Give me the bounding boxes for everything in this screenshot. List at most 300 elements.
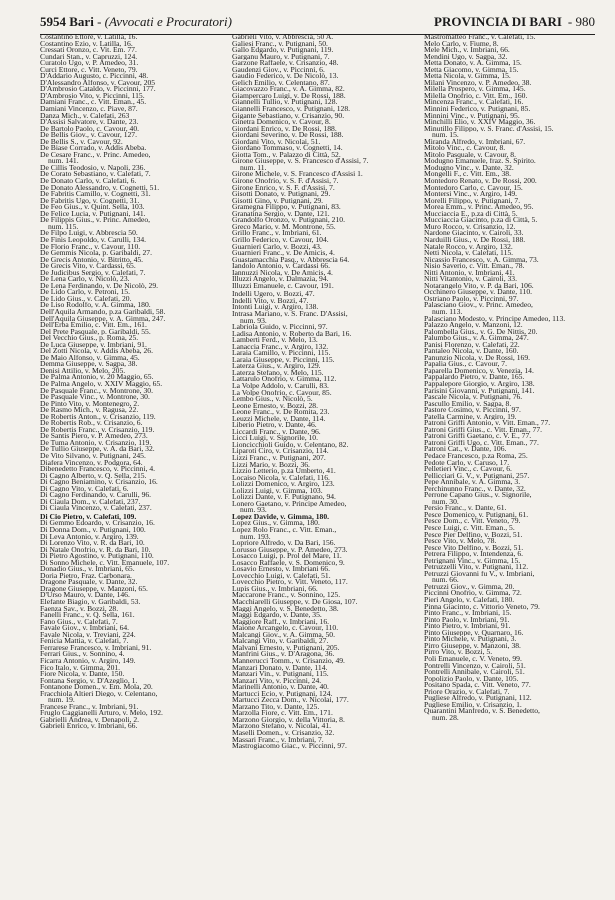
- directory-entry: Pesce Dom., c. Vitt. Veneto, 79.: [424, 518, 521, 526]
- directory-entry: De Bartolo Paolo, c. Cavour, 40.: [40, 125, 140, 133]
- directory-entry: Curci Ettore, c. Vitt. Veneto, 79.: [40, 66, 138, 74]
- directory-entry: Mendini Ugo, v. Sagpa, 32.: [424, 53, 508, 61]
- directory-entry: Lonero Gaetano, v. Principe Amedeo,: [232, 500, 347, 508]
- directory-entry: Pelletieri Vinc., c. Cavour, 6.: [424, 466, 512, 473]
- directory-entry: Illuzzi Emanuele, c. Cavour, 191.: [232, 282, 334, 290]
- directory-entry: Gallo Edgardo, v. Putignani, 119.: [232, 47, 334, 54]
- directory-entry: Metta Giacomo, v. Gimma, 15.: [424, 66, 519, 74]
- directory-entry: Damiani Franc., c. Vitt. Eman., 45.: [40, 99, 147, 107]
- directory-entry: Fanelli Franc., v. Q. Sella, 161.: [40, 612, 135, 619]
- directory-entry: Di Sonno Michele, c. Vitt. Emanuele, 107.: [40, 559, 170, 567]
- directory-entry: Occhinero Giuseppe, v. Dante, 110.: [424, 289, 533, 296]
- directory-entry: D'Addario Augusto, c. Piccinni, 48.: [40, 73, 149, 80]
- directory-entry: Losacco Raffaele, v. S. Domenico, 9.: [232, 559, 345, 567]
- directory-entry: Pinto Paolo, v. Imbriani, 91.: [424, 616, 510, 624]
- directory-entry: Poli Emanuele, c. V. Veneto, 99.: [424, 655, 522, 663]
- directory-entry: Greco Mario, v. M. Montrone, 55.: [232, 223, 336, 231]
- directory-entry: Di Lorenzo Vito, v. R. da Bari, 10.: [40, 540, 145, 547]
- directory-entry: Laterza Gius., v. Argiro, 129.: [232, 363, 321, 370]
- directory-entry: Maggiore Raff., v. Imbriani, 16.: [232, 618, 330, 626]
- directory-entry: De Luca Giuseppe, v. Imbriani, 91.: [40, 341, 147, 349]
- directory-entry: Pugliese Emilio, v. Crisanzio, 1.: [424, 701, 522, 709]
- directory-entry: Petrignani Vinc., v. Gimma, 15.: [424, 557, 521, 565]
- directory-entry: Gabrielli Andrea, v. Denapoli, 2.: [40, 716, 140, 724]
- directory-entry: De Bellis Giov., v. Cavour, 127.: [40, 132, 137, 139]
- directory-entry: Positano Spada, c. Vitt. Veneto, 77.: [424, 682, 531, 689]
- directory-entry: Illuzzi Angelo, v. Dalmazia, 94.: [232, 276, 329, 283]
- directory-entry: La Volpe Addolo, v. Carulli, 83.: [232, 382, 329, 390]
- directory-entry: Minnini Federico, v. Putignani, 85.: [424, 106, 531, 113]
- directory-entry: Costantino Ettore, v. Latilla, 16.: [40, 34, 138, 41]
- directory-entry: Faenza Sav., v. Bozzi, 28.: [40, 605, 119, 613]
- directory-entry: Martucci Ecio, v. Putignani, 124.: [232, 690, 333, 698]
- directory-entry: De Pinto Vito, v. Montenegro, 2.: [40, 400, 140, 408]
- directory-entry: Ferrari Gius., v. Sonnino, 4.: [40, 651, 125, 658]
- directory-entry: D'Ambrosio Vito, v. Piccinni, 115.: [40, 92, 145, 100]
- directory-entry: De Biase Corrado, v. Addis Abeba.: [40, 145, 147, 152]
- directory-entry: De Palma Antonio, v. 20 Maggio, 65.: [40, 374, 154, 381]
- directory-entry: Girone Onofrio, v. S. F. d'Assisi, 7.: [232, 178, 339, 185]
- directory-entry: De Feo Gius., v. Quint. Sella, 103.: [40, 204, 145, 211]
- directory-entry: Pappalardo Pietro, v. Dante, 165.: [424, 374, 525, 381]
- directory-entry: De Finis Leopoldo, v. Carulli, 134.: [40, 236, 147, 244]
- directory-entry: Fontanone Domen., v. Em. Mola, 20.: [40, 684, 153, 691]
- directory-entry: Liparoti Ciro, v. Crisanzio, 114.: [232, 448, 329, 455]
- directory-entry: Patroni Griffi Gaetano, c. V. E., 77.: [424, 433, 532, 440]
- directory-entry: Quarantini Manfredo, v. S. Benedetto,: [424, 708, 540, 715]
- directory-entry: Dibenedetto Francesco, v. Piccinni, 4.: [40, 466, 156, 473]
- directory-entry: La Volpe Onofrio, c. Cavour, 85.: [232, 389, 332, 397]
- header-province: PROVINCIA DI BARI: [434, 14, 562, 29]
- directory-entry: Lopriore Alfredo, v. Da Bari, 156.: [232, 540, 336, 547]
- directory-entry: Montersi Vinc., v. Argiro, 149.: [424, 191, 518, 198]
- directory-entry: De Lido Carlo, v. Petroni, 15.: [40, 289, 130, 296]
- directory-entry: Piccinni Onofrio, v. Gimma, 72.: [424, 590, 522, 598]
- directory-entry: Mele Mich., v. Imbriani, 66.: [424, 47, 510, 54]
- directory-entry: Intrasa Mariano, v. S. Franc. D'Assisi,: [232, 310, 348, 318]
- directory-entry: Netti Nicola, v. Calefati, 115.: [424, 250, 514, 257]
- directory-entry: Patella Carmine, v. Argiro, 19.: [424, 413, 517, 421]
- directory-entry: Manfrini Gius., v. D'Aragona, 36.: [232, 651, 335, 658]
- directory-entry: Minnini Vinc., v. Putignani, 95.: [424, 112, 520, 120]
- directory-entry: Morea Emm., v. Princ. Amedeo, 95.: [424, 204, 534, 211]
- directory-entry: Perrone Capano Gius., v. Signorile,: [424, 492, 532, 499]
- directory-entry: Leone Franc., v. De Romita, 23.: [232, 409, 330, 416]
- directory-entry: Macchiarelli Giuseppe, v. De Giosa, 107.: [232, 599, 358, 606]
- directory-entry: Di Natale Onofrio, v. R. da Bari, 10.: [40, 546, 151, 554]
- directory-entry: Gisotti Donato, v. Putignani, 29.: [232, 191, 331, 198]
- directory-entry: Ginetra Domenico, v. Cavour, 8.: [232, 119, 331, 126]
- directory-entry: num. 28.: [432, 714, 459, 722]
- directory-entry: Mastrogiacomo Giac., v. Piccinni, 97.: [232, 743, 347, 750]
- directory-entry: Ladisa Antonio, v. Roberto da Bari, 16.: [232, 330, 352, 338]
- directory-entry: Iannuzzi Nicola, v. De Amicis, 4.: [232, 269, 333, 277]
- directory-entry: Lizzi Mario, v. Bozzi, 36.: [232, 461, 310, 469]
- directory-entry: De Filippis Gius., v. Princ. Amedeo,: [40, 217, 151, 224]
- directory-entry: Liberio Pietro, v. Dante, 46.: [232, 422, 317, 429]
- directory-entry: Gelich Emilio, v. Celentano, 87.: [232, 79, 330, 87]
- directory-entry: De Robertis Rob., v. Crisanzio, 6.: [40, 420, 143, 427]
- directory-entry: Manzari Donato, v. Dante, 114.: [232, 664, 328, 672]
- directory-entry: Palumbo Gius., v. A. Gimma, 247.: [424, 335, 529, 342]
- directory-entry: De Bellis S., v. Cavour, 92.: [40, 138, 123, 146]
- directory-entry: Di Cagno Ferdinando, v. Carulli, 96.: [40, 492, 152, 499]
- directory-entry: De Cesare Franc., v. Princ. Amedeo,: [40, 151, 151, 159]
- directory-entry: Leuzzi Michele, v. Dante, 114.: [232, 415, 326, 423]
- directory-entry: Pastore Cosimo, v. Piccinni, 97.: [424, 407, 521, 414]
- directory-entry: Malcangi Vito, v. Garibaldi, 27.: [232, 638, 329, 645]
- directory-entry: Laraia Giuseppe, v. Piccinni, 115.: [232, 356, 335, 364]
- directory-entry: num. 93.: [240, 317, 267, 325]
- directory-entry: Notarangelo Vito, v. P. da Bari, 106.: [424, 282, 534, 290]
- directory-entry: Dell'Aquila Giuseppe, v. A. Gimma, 247.: [40, 315, 166, 323]
- directory-entry: D'Alessandro Alfonso, v. Cavour, 205: [40, 79, 156, 87]
- directory-entry: Lolizzi Domenico, v. Argiro, 123.: [232, 481, 335, 488]
- directory-entry: Mincenza Franc., v. Calefati, 16.: [424, 99, 524, 107]
- directory-entry: Ferrarese Francesco, v. Imbriani, 91.: [40, 644, 152, 652]
- directory-entry: Giannelli Francesco, v. Putignani, 128.: [232, 106, 351, 113]
- directory-entry: Milani Vincenzo, v. P. Amedeo, 38.: [424, 79, 532, 87]
- directory-entry: Perchinunno Franc., v. Dante, 32.: [424, 485, 526, 493]
- directory-entry: Mucciaccia E., p.za di Città, 5.: [424, 210, 518, 218]
- directory-entry: Garzone Raffaele, v. Crisanzio, 48.: [232, 60, 339, 67]
- header-city: 5954 Bari: [40, 14, 94, 29]
- directory-entry: Fruglo Caggianelli Arturo, v. Melo, 192.: [40, 710, 163, 717]
- directory-entry: Pedace Francesco, p.za Roma, 25.: [424, 453, 528, 460]
- directory-entry: Mongelli F., c. Vitt. Em., 38.: [424, 171, 511, 179]
- directory-entry: Intonti Luigi, v. Argiro, 138.: [232, 304, 319, 311]
- directory-entry: De Robertis Anton., v. Crisanzio, 119.: [40, 413, 156, 421]
- directory-entry: Leone Ernesto, v. Bozzi, 28.: [232, 402, 318, 410]
- directory-entry: Lioncicchioli Guido, v. Celentano, 82.: [232, 441, 349, 449]
- directory-entry: Favale Giov., v. Imbriani, 64.: [40, 625, 130, 632]
- page-header: [40, 8, 595, 35]
- directory-entry: Giotta Tom., v. Palazzo di Città, 52.: [232, 151, 341, 159]
- directory-entry: Dragone Pasquale, v. Dante, 32.: [40, 579, 138, 586]
- directory-entry: Lizzio Letterio, p.za Umberto, 41.: [232, 468, 336, 475]
- directory-entry: Pontrelli Vincenzo, v. Cairoli, 51.: [424, 662, 526, 670]
- directory-entry: Francese Franc., v. Imbriani, 91.: [40, 703, 139, 711]
- directory-entry: Pesce Vito Delfino, v. Bozzi, 51.: [424, 544, 524, 552]
- directory-entry: Laterza Stefano, v. Melo, 115.: [232, 369, 324, 377]
- directory-entry: Petruzzelli Vito, v. Putignani, 112.: [424, 564, 529, 571]
- directory-entry: Di Pietro Agostino, v. Putignani, 110.: [40, 553, 154, 560]
- directory-entry: Melo Carlo, v. Fiume, 8.: [424, 40, 499, 48]
- directory-entry: Favale Nicola, v. Treviani, 224.: [40, 631, 136, 639]
- directory-entry: De Fabritis Ugo, v. Cognetti, 31.: [40, 197, 140, 205]
- directory-entry: Pugliese Alfredo, v. Putignani, 112.: [424, 695, 532, 702]
- directory-entry: Pellicciari G. V., v. Putignani, 257.: [424, 472, 530, 480]
- directory-entry: Martucci Zecca Dom., v. Nicolai, 177.: [232, 697, 349, 704]
- directory-entry: De Judicibus Sergio, v. Calefati, 7.: [40, 269, 146, 277]
- directory-entry: Doria Pietro, Fraz. Carbonara.: [40, 572, 132, 580]
- directory-entry: Panunzio Nicola, v. De Rossi, 169.: [424, 354, 531, 362]
- directory-entry: Maione Arcangelo, c. Cavour, 110.: [232, 625, 339, 632]
- directory-entry: Palazzo Angelo, v. Manzoni, 12.: [424, 322, 523, 329]
- directory-entry: Fracchiola Altieri Diego, v. Celentano,: [40, 690, 158, 698]
- directory-entry: Pinto Giuseppe, v. Quarnaro, 16.: [424, 629, 524, 637]
- directory-entry: Marzono Giorgio, v. della Vittoria, 8.: [232, 716, 345, 724]
- directory-entry: Demma Giuseppe, v. Sagpa, 38.: [40, 361, 138, 368]
- directory-entry: Pesce Domenico, v. Putignani, 61.: [424, 511, 529, 519]
- directory-entry: num. 11.: [240, 164, 267, 172]
- directory-entry: Lopez Rolo Franc., c. Vitt. Eman.,: [232, 527, 337, 534]
- directory-entry: Iandolo Antonio, v. Cardassi 66.: [232, 263, 331, 270]
- directory-entry: Di Ciaula Vincenzo, v. Calefati, 237.: [40, 505, 152, 512]
- directory-entry: De Lena Carlo, v. Nicolò, 23.: [40, 276, 130, 283]
- directory-entry: Grandolfo Oronzo, v. Putignani, 210.: [232, 217, 345, 224]
- directory-entry: Lolizzi Luigi, v. Gimma, 103.: [232, 487, 323, 495]
- directory-entry: De Rasmo Mich., v. Ragusa, 22.: [40, 407, 139, 414]
- directory-entry: Locaiso Nicola, v. Calefati, 116.: [232, 474, 330, 482]
- directory-entry: Palombella Gius., v. G. De Nittis, 20.: [424, 328, 538, 336]
- directory-entry: Patroni Griffi Gius., c. Vitt. Eman., 77.: [424, 426, 543, 434]
- directory-entry: Giordani Vito, v. Nicolai, 51.: [232, 138, 321, 146]
- directory-entry: De Tullio Giuseppe, v. A. da Bari, 32.: [40, 446, 155, 453]
- directory-entry: Del Vecchio Gius., p. Roma, 25.: [40, 335, 139, 342]
- directory-entry: Mitolo Vinc., c. Cavour, 8.: [424, 145, 506, 152]
- directory-entry: De Pasquale Franc., v. Montrone, 30.: [40, 387, 153, 395]
- directory-entry: Marzono Stefano, v. Nicolai, 41.: [232, 723, 332, 730]
- directory-entry: Galiesi Franc., v. Putignani, 50.: [232, 40, 328, 48]
- directory-entry: Panisi Florenzo, v. Calefati, 22.: [424, 341, 520, 349]
- directory-entry: Liccardi Franc., v. Dante, 96.: [232, 428, 321, 436]
- directory-entry: Girone Giuseppe, v. S. Francesco d'Assisi, 7.: [232, 158, 369, 165]
- directory-entry: Gramegna Filippo, v. Putignani, 83.: [232, 204, 341, 211]
- directory-entry: Gigante Sebastiano, v. Crisanzio, 90.: [232, 112, 345, 120]
- directory-entry: Mastromatteo Franc., v. Calefati, 15.: [424, 34, 536, 41]
- directory-entry: Pascullo Emilio, v. Sagpa, 8.: [424, 400, 512, 408]
- directory-entry: Lovecchio Pietro, v. Vitt. Veneto, 117.: [232, 579, 348, 586]
- directory-entry: Lembo Gius., v. Nicolò, 5.: [232, 396, 313, 403]
- directory-column-2: [232, 34, 412, 894]
- directory-entry: De Lena Ferdinando, v. De Nicolò, 29.: [40, 282, 159, 290]
- directory-entry: Fenicia Mattia, v. Calefati, 7.: [40, 638, 129, 645]
- directory-entry: Licci Luigi, v. Signorile, 10.: [232, 435, 318, 442]
- directory-entry: num. 115.: [48, 223, 79, 231]
- directory-entry: Priore Orazio, v. Calefati, 7.: [424, 688, 510, 696]
- directory-entry: Pesce Vito, v. Melo, 78.: [424, 538, 497, 545]
- directory-entry: Metta Donato, v. A. Gimma, 15.: [424, 60, 522, 67]
- directory-entry: Granatina Sergio, v. Dante, 121.: [232, 210, 330, 218]
- directory-entry: num. 15.: [432, 132, 459, 139]
- directory-entry: Narduilli Gius., v. De Rossi, 188.: [424, 236, 526, 244]
- directory-entry: Parisini Giovanni, v. Putignani, 141.: [424, 387, 535, 395]
- directory-entry: Denisi Attilio, v. Melo, 205.: [40, 367, 126, 375]
- directory-entry: Petrera Filippo, v. Intendenza, 6.: [424, 551, 524, 558]
- directory-entry: Maccarone Franc., v. Sonnino, 125.: [232, 592, 341, 600]
- directory-entry: Nitti Antonio, v. Imbriani, 41.: [424, 269, 515, 277]
- directory-entry: Lorusso Giuseppe, v. P. Amedeo, 273.: [232, 546, 348, 554]
- directory-entry: D'Ambrosio Cataldo, v. Piccinni, 177.: [40, 86, 156, 93]
- directory-entry: Elefante Biagio, v. Garibaldi, 53.: [40, 599, 141, 606]
- directory-entry: Giannelli Tullio, v. Putignani, 128.: [232, 99, 338, 107]
- directory-entry: Dragone Giuseppe, v. Manzoni, 65.: [40, 585, 148, 593]
- directory-entry: num. 93.: [240, 507, 267, 514]
- directory-entry: Palasciano Modesto, v. Principe Amedeo, 113.: [424, 315, 566, 323]
- directory-entry: Pappalepore Giorgio, v. Argiro, 138.: [424, 380, 535, 388]
- directory-entry: Ficarra Antonio, v. Argiro, 149.: [40, 657, 136, 665]
- directory-entry: Massari Franc., v. Imbriani, 7.: [232, 736, 324, 744]
- directory-entry: Indelli Ugero, v. Bozzi, 47.: [232, 291, 315, 298]
- directory-entry: Manzari Vito, v. Piccinni, 24.: [232, 677, 322, 685]
- directory-entry: Minutillo Filippo, v. S. Franc. d'Assisi, 15.: [424, 125, 554, 133]
- directory-entry: Fontana Sergio, v. D'Azeglio, 1.: [40, 677, 138, 685]
- directory-entry: Pinto Franc., v. Imbriani, 15.: [424, 610, 512, 617]
- directory-entry: Patroni Griffi Ugo, c. Vitt. Eman., 77.: [424, 439, 539, 447]
- directory-entry: Ostriano Paolo, v. Piccinni, 97.: [424, 295, 519, 303]
- directory-entry: Gaudenzi Giov., v. Piccinni, 6.: [232, 66, 325, 74]
- directory-entry: Pesce Luigi, c. Vitt. Eman., 5.: [424, 525, 515, 532]
- directory-entry: D'Assisi Salvatore, v. Dante, 23.: [40, 119, 139, 126]
- directory-entry: Pirro Giuseppe, v. Manzoni, 38.: [424, 642, 521, 650]
- directory-entry: Natale Rocco, v. Argiro, 132.: [424, 243, 513, 251]
- directory-entry: Lizzi Franc., v. Putignani, 207.: [232, 455, 326, 462]
- directory-entry: De Florio Franc., v. Cavour, 110.: [40, 243, 141, 251]
- directory-entry: Marzano Tito, v. Dante, 125.: [232, 703, 320, 711]
- directory-entry: Persio Franc., v. Dante, 61.: [424, 505, 507, 512]
- directory-entry: Girone Michele, v. S. Francesco d'Assisi 1.: [232, 171, 363, 179]
- directory-entry: num. 141.: [48, 158, 79, 165]
- directory-entry: Nicassio Francesco, v. A. Gimma, 73.: [424, 256, 539, 264]
- directory-entry: Di Cagno Alberto, v. Q. Sella, 215.: [40, 472, 147, 480]
- directory-entry: Grillo Franc., v. Imbriani, 61.: [232, 230, 322, 237]
- directory-entry: Gabrieli Vito, v. Abbrescia, 50 A.: [232, 34, 334, 41]
- directory-entry: num. 113.: [432, 308, 463, 316]
- directory-entry: Minchilli Elio, v. XXIV Maggio, 36.: [424, 119, 536, 126]
- directory-column-3: [424, 34, 604, 894]
- directory-entry: Mannerucci Tomm., v. Crisanzio, 49.: [232, 657, 345, 665]
- directory-entry: De Lido Gius., v. Calefati, 20.: [40, 295, 132, 303]
- directory-entry: Patroni Griffi Antonio, v. Vitt. Eman., 77.: [424, 420, 551, 427]
- directory-entry: Donadio Gius., v. Imbriani, 65.: [40, 566, 135, 573]
- directory-entry: Modugno Emanuele, fraz. S. Spirito.: [424, 158, 536, 165]
- directory-entry: Morelli Filippo, v. Putignani, 7.: [424, 197, 521, 205]
- directory-entry: Montedoro Renato, v. De Rossi, 200.: [424, 178, 537, 185]
- directory-entry: De Pasquale Vinc., v. Montrone, 30.: [40, 394, 150, 401]
- directory-entry: Lolizzi Dante, v. F. Putignano, 94.: [232, 494, 336, 501]
- directory-entry: Di Cagno Beniamino, v. Crisanzio, 16.: [40, 479, 158, 486]
- directory-entry: Danza Mich., v. Calefati, 263: [40, 112, 130, 120]
- header-left: [40, 14, 232, 30]
- directory-entry: Lamberti Ferd., v. Melo, 13.: [232, 337, 318, 344]
- directory-entry: Girone Enrico, v. S. F. d'Assisi, 7.: [232, 184, 335, 192]
- directory-entry: num. 19.: [48, 697, 75, 704]
- directory-entry: De Grecis Antonio, v. Bitritto, 45.: [40, 256, 144, 264]
- directory-entry: Del Zotti Nicola, v. Addis Abeba, 26.: [40, 348, 153, 355]
- directory-entry: De Filpo Luigi, v. Abbrescia 50.: [40, 230, 138, 237]
- directory-entry: Gaudio Federico, v. De Nicolò, 13.: [232, 73, 339, 80]
- directory-entry: Di Cio Pietro, v. Calefati, 109.: [40, 513, 137, 521]
- directory-entry: D'Urso Mauro, v. Dante, 146.: [40, 592, 130, 600]
- directory-entry: Lopez Gius., v. Gimma, 180.: [232, 520, 320, 528]
- directory-entry: Di Ciaula Dom., v. Calefati, 237.: [40, 498, 141, 506]
- directory-entry: De Vito Silvano, v. Putignani, 245.: [40, 453, 146, 460]
- directory-entry: Pirro Vito, v. Bozzi, 5.: [424, 649, 493, 656]
- directory-entry: De Robertis Franc., v. Crisanzio, 119.: [40, 426, 155, 434]
- directory-entry: num. 30.: [432, 498, 459, 506]
- directory-entry: Lopez Davide, v. Gimma, 180.: [232, 513, 330, 521]
- header-section: - (Avvocati e Procuratori): [93, 14, 232, 29]
- directory-entry: De Palma Angelo, v. XXIV Maggio, 65.: [40, 380, 163, 388]
- directory-entry: Guastamacchia Pasq., v. Abbrescia 64.: [232, 256, 350, 264]
- directory-entry: Pinto Pietro, v. Imbriani, 91.: [424, 623, 511, 630]
- directory-entry: Pantaleo Nicola, v. Dante, 160.: [424, 348, 519, 355]
- directory-entry: De Fabritis Camillo, v. Cognetti, 31.: [40, 191, 151, 198]
- directory-entry: Muro Rocco, v. Crisanzio, 12.: [424, 223, 516, 231]
- directory-entry: Maggi Angelo, v. S. Benedetto, 38.: [232, 605, 339, 613]
- directory-entry: Dell'Erba Emilio, c. Vitt. Em., 161.: [40, 322, 147, 329]
- directory-entry: Mitolo Pasquale, v. Cavour, 8.: [424, 151, 517, 159]
- directory-entry: Miranda Alfredo, v. Imbriani, 67.: [424, 138, 526, 146]
- directory-column-1: [40, 34, 220, 894]
- directory-entry: Di Donna Dom., v. Putignani, 100.: [40, 527, 146, 534]
- directory-entry: Milella Onofrio, c. Vitt. Em., 160.: [424, 92, 528, 100]
- directory-entry: Giordano Tommaso, v. Cognetti, 14.: [232, 145, 343, 152]
- directory-entry: Marinelli Antonio, v. Dante, 40.: [232, 684, 329, 691]
- directory-entry: Losavio Ernesto, v. Imbriani 66.: [232, 566, 330, 573]
- directory-entry: Palasciano Giov., v. Princ. Amedeo,: [424, 302, 533, 309]
- directory-entry: Di Cagno Vito, v. Calefati, 6.: [40, 485, 129, 493]
- directory-entry: Pieri Angelo, v. Calefati, 180.: [424, 597, 515, 604]
- directory-entry: Guarnieri Carlo, v. Bozzi, 43.: [232, 243, 322, 251]
- directory-entry: De Donato Alessandro, v. Cognetti, 51.: [40, 184, 160, 192]
- directory-entry: num. 66.: [432, 577, 459, 584]
- directory-entry: Lupis Gius., v. Imbriani, 66.: [232, 585, 318, 593]
- directory-entry: Costantino Ezio, v. Latilla, 16.: [40, 40, 133, 48]
- directory-entry: Dell'Aquila Armando, p.za Garibaldi, 58.: [40, 308, 166, 316]
- directory-entry: Curatolo Ugo, v. P. Amedeo, 31.: [40, 60, 139, 67]
- directory-entry: Damiani Vincenzo, c. Piave, 87.: [40, 106, 138, 113]
- header-right: [434, 14, 595, 30]
- directory-entry: De Tuma Antonio, v. Crisanzio, 119.: [40, 439, 152, 447]
- directory-entry: Di Gemmo Edoardo, v. Crisanzio, 16.: [40, 520, 155, 528]
- directory-entry: Laraia Camillo, v. Piccinni, 115.: [232, 350, 331, 357]
- directory-entry: Manzari Vin., v. Putignani, 115.: [232, 671, 329, 678]
- directory-entry: Giacovazzo Franc., v. A. Gimma, 82.: [232, 86, 345, 93]
- directory-entry: Gabrieli Enrico, v. Imbriani, 66.: [40, 723, 138, 730]
- directory-entry: Fano Gius., v. Calefati, 7.: [40, 618, 118, 626]
- directory-entry: Pedote Carlo, v. Caruso, 17.: [424, 459, 510, 467]
- directory-entry: Grillo Federico, v. Cavour, 104.: [232, 236, 329, 244]
- directory-entry: Malvani Ernesto, v. Putignani, 205.: [232, 644, 340, 652]
- directory-entry: num. 193.: [240, 533, 271, 541]
- directory-entry: De Cillis Teodosio, v. Napoli, 236.: [40, 164, 146, 172]
- directory-entry: Lanaccia Franc., v. Argiro, 132.: [232, 343, 329, 351]
- directory-entry: Petruzzi Giov., v. Gimma, 20.: [424, 583, 515, 591]
- directory-entry: Pinto Michele, v. Putignani, 3.: [424, 636, 517, 643]
- directory-entry: De Liso Rodolfo, v. A. Gimma, 180.: [40, 302, 151, 309]
- directory-entry: Milella Prospero, v. Gimma, 145.: [424, 86, 526, 93]
- directory-entry: De Corato Sebastiano, v. Calefati, 7.: [40, 171, 151, 179]
- directory-entry: Metta Nicola, v. Gimma, 15.: [424, 73, 511, 80]
- directory-entry: Giordani Enrico, v. De Rossi, 188.: [232, 125, 337, 133]
- directory-entry: Pascale Nicola, v. Putignani, 76.: [424, 394, 523, 401]
- directory-entry: Paparella Domenico, v. Venezia, 14.: [424, 367, 534, 375]
- directory-entry: Garganu Mauro, v. Putignani, 7.: [232, 53, 330, 61]
- directory-entry: Giordani Severino, v. De Rossi, 188.: [232, 132, 344, 139]
- directory-entry: Gisotti Gino, v. Putignani, 29.: [232, 197, 324, 205]
- directory-entry: Nitti Vitantonio, v. Cairoli, 33.: [424, 276, 517, 283]
- directory-entry: De Felice Lucia, v. Putignani, 141.: [40, 210, 146, 218]
- directory-entry: Labriola Guido, v. Piccinni, 97.: [232, 324, 328, 331]
- directory-entry: Losacco Luigi, p. Prol del Mare, 11.: [232, 553, 342, 560]
- directory-entry: Montedoro Carlo, c. Cavour, 15.: [424, 184, 523, 192]
- directory-entry: Pinna Giacinto, c. Vittorio Veneto, 79.: [424, 603, 540, 611]
- directory-entry: Petruzzi Giovanni fu V., v. Imbriani,: [424, 570, 535, 578]
- header-page-number: - 980: [567, 14, 595, 29]
- directory-entry: Pontrelli Annibale, v. Cairoli, 51.: [424, 669, 525, 676]
